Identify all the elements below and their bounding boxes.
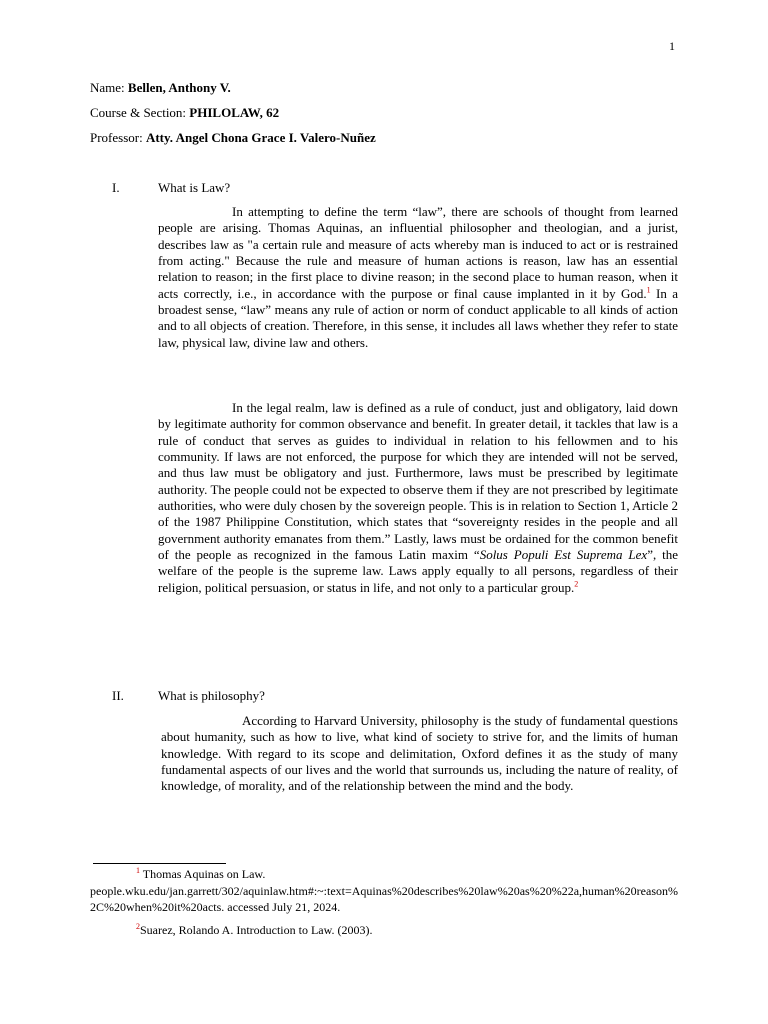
footnote-1-url[interactable]: people.wku.edu/jan.garrett/302/aquinlaw.htm#:~:text=Aquinas%20describes%20law%20as%20%22a,human%20reason%2C%20when%20it%20acts. accessed July 21, 2024.	[90, 884, 678, 914]
footnote-2-text: Suarez, Rolando A. Introduction to Law. (2003).	[140, 923, 373, 937]
section-2-question: What is philosophy?	[158, 688, 265, 703]
course-section-line	[90, 105, 279, 121]
paragraph-text: In attempting to define the term “law”, there are schools of thought from learned people are arising. Thomas Aquinas, an influential philosopher and theologian, and a jurist, describes law as "a certain rule and measure of acts whereby man is induced to act or is restrained from acting." Because the rule and measure of human actions is reason, law has an essential relation to reason; in the first place to divine reason; in the second place to human reason, when it acts correctly, i.e., in accordance with the purpose or final cause implanted in it by God.	[158, 204, 678, 301]
footnote-ref-2[interactable]: 2	[574, 579, 579, 589]
paragraph-text: In a broadest sense, “law” means any rule of action or norm of conduct applicable to all kinds of action and to all objects of creation. Therefore, in this sense, it includes all laws whether they refer to state law, physical law, divine law and others.	[158, 285, 678, 350]
footnote-separator	[93, 863, 226, 864]
paragraph-text: In the legal realm, law is defined as a rule of conduct, just and obligatory, laid down by legitimate authority for common observance and benefit. In greater detail, it tackles that law is a rule of conduct that serves as guides to individual in relation to his fellowmen and to his community. If laws are not enforced, the purpose for which they are intended will not be served, and thus law must be obligatory and just. Furthermore, laws must be prescribed by legitimate authority. The people could not be expected to observe them if they are not prescribed by legitimate authorities, who were duly chosen by the sovereign people. This is in relation to Section 1, Article 2 of the 1987 Philippine Constitution, which states that “sovereignty resides in the people and all government authority emanates from them.” Lastly, laws must be ordained for the common benefit of the people as recognized in the famous Latin maxim “	[158, 400, 678, 563]
professor-value: Atty. Angel Chona Grace I. Valero-Nuñez	[145, 130, 376, 145]
course-label: Course & Section:	[90, 105, 190, 120]
footnote-1-title: Thomas Aquinas on Law.	[140, 867, 266, 881]
course-value: PHILOLAW, 62	[189, 105, 280, 120]
professor-line	[90, 130, 376, 146]
section-1-question: What is Law?	[158, 180, 231, 195]
paragraph-text: ”, the welfare of the people is the supreme law. Laws apply equally to all persons, regardless of their religion, political persuasion, or status in life, and not only to a particular group.	[158, 547, 678, 595]
page-number: 1	[669, 39, 675, 53]
section-1-numeral: I.	[112, 180, 120, 195]
section-1-paragraph-2	[158, 400, 678, 596]
student-name-line	[90, 80, 231, 96]
section-2-numeral: II.	[112, 688, 124, 703]
footnote-2	[136, 922, 373, 938]
name-label: Name:	[90, 80, 128, 95]
footnote-ref-1[interactable]: 1	[646, 285, 651, 295]
name-value: Bellen, Anthony V.	[127, 80, 231, 95]
section-2-paragraph-1: According to Harvard University, philosophy is the study of fundamental questions about humanity, such as how to live, what kind of society to strive for, and the limits of human knowledge. With regard to its scope and delimitation, Oxford defines it as the study of many fundamental aspects of our lives and the world that surrounds us, including the nature of reality, of knowledge, of morality, and of the relationship between the mind and the body.	[161, 713, 678, 794]
professor-label: Professor:	[90, 130, 146, 145]
footnote-2-mark: 2	[136, 922, 140, 931]
footnote-1-mark: 1	[136, 866, 140, 875]
footnote-1-line1	[136, 866, 265, 882]
section-1-paragraph-1	[158, 204, 678, 351]
latin-maxim: Solus Populi Est Suprema Lex	[479, 547, 648, 563]
